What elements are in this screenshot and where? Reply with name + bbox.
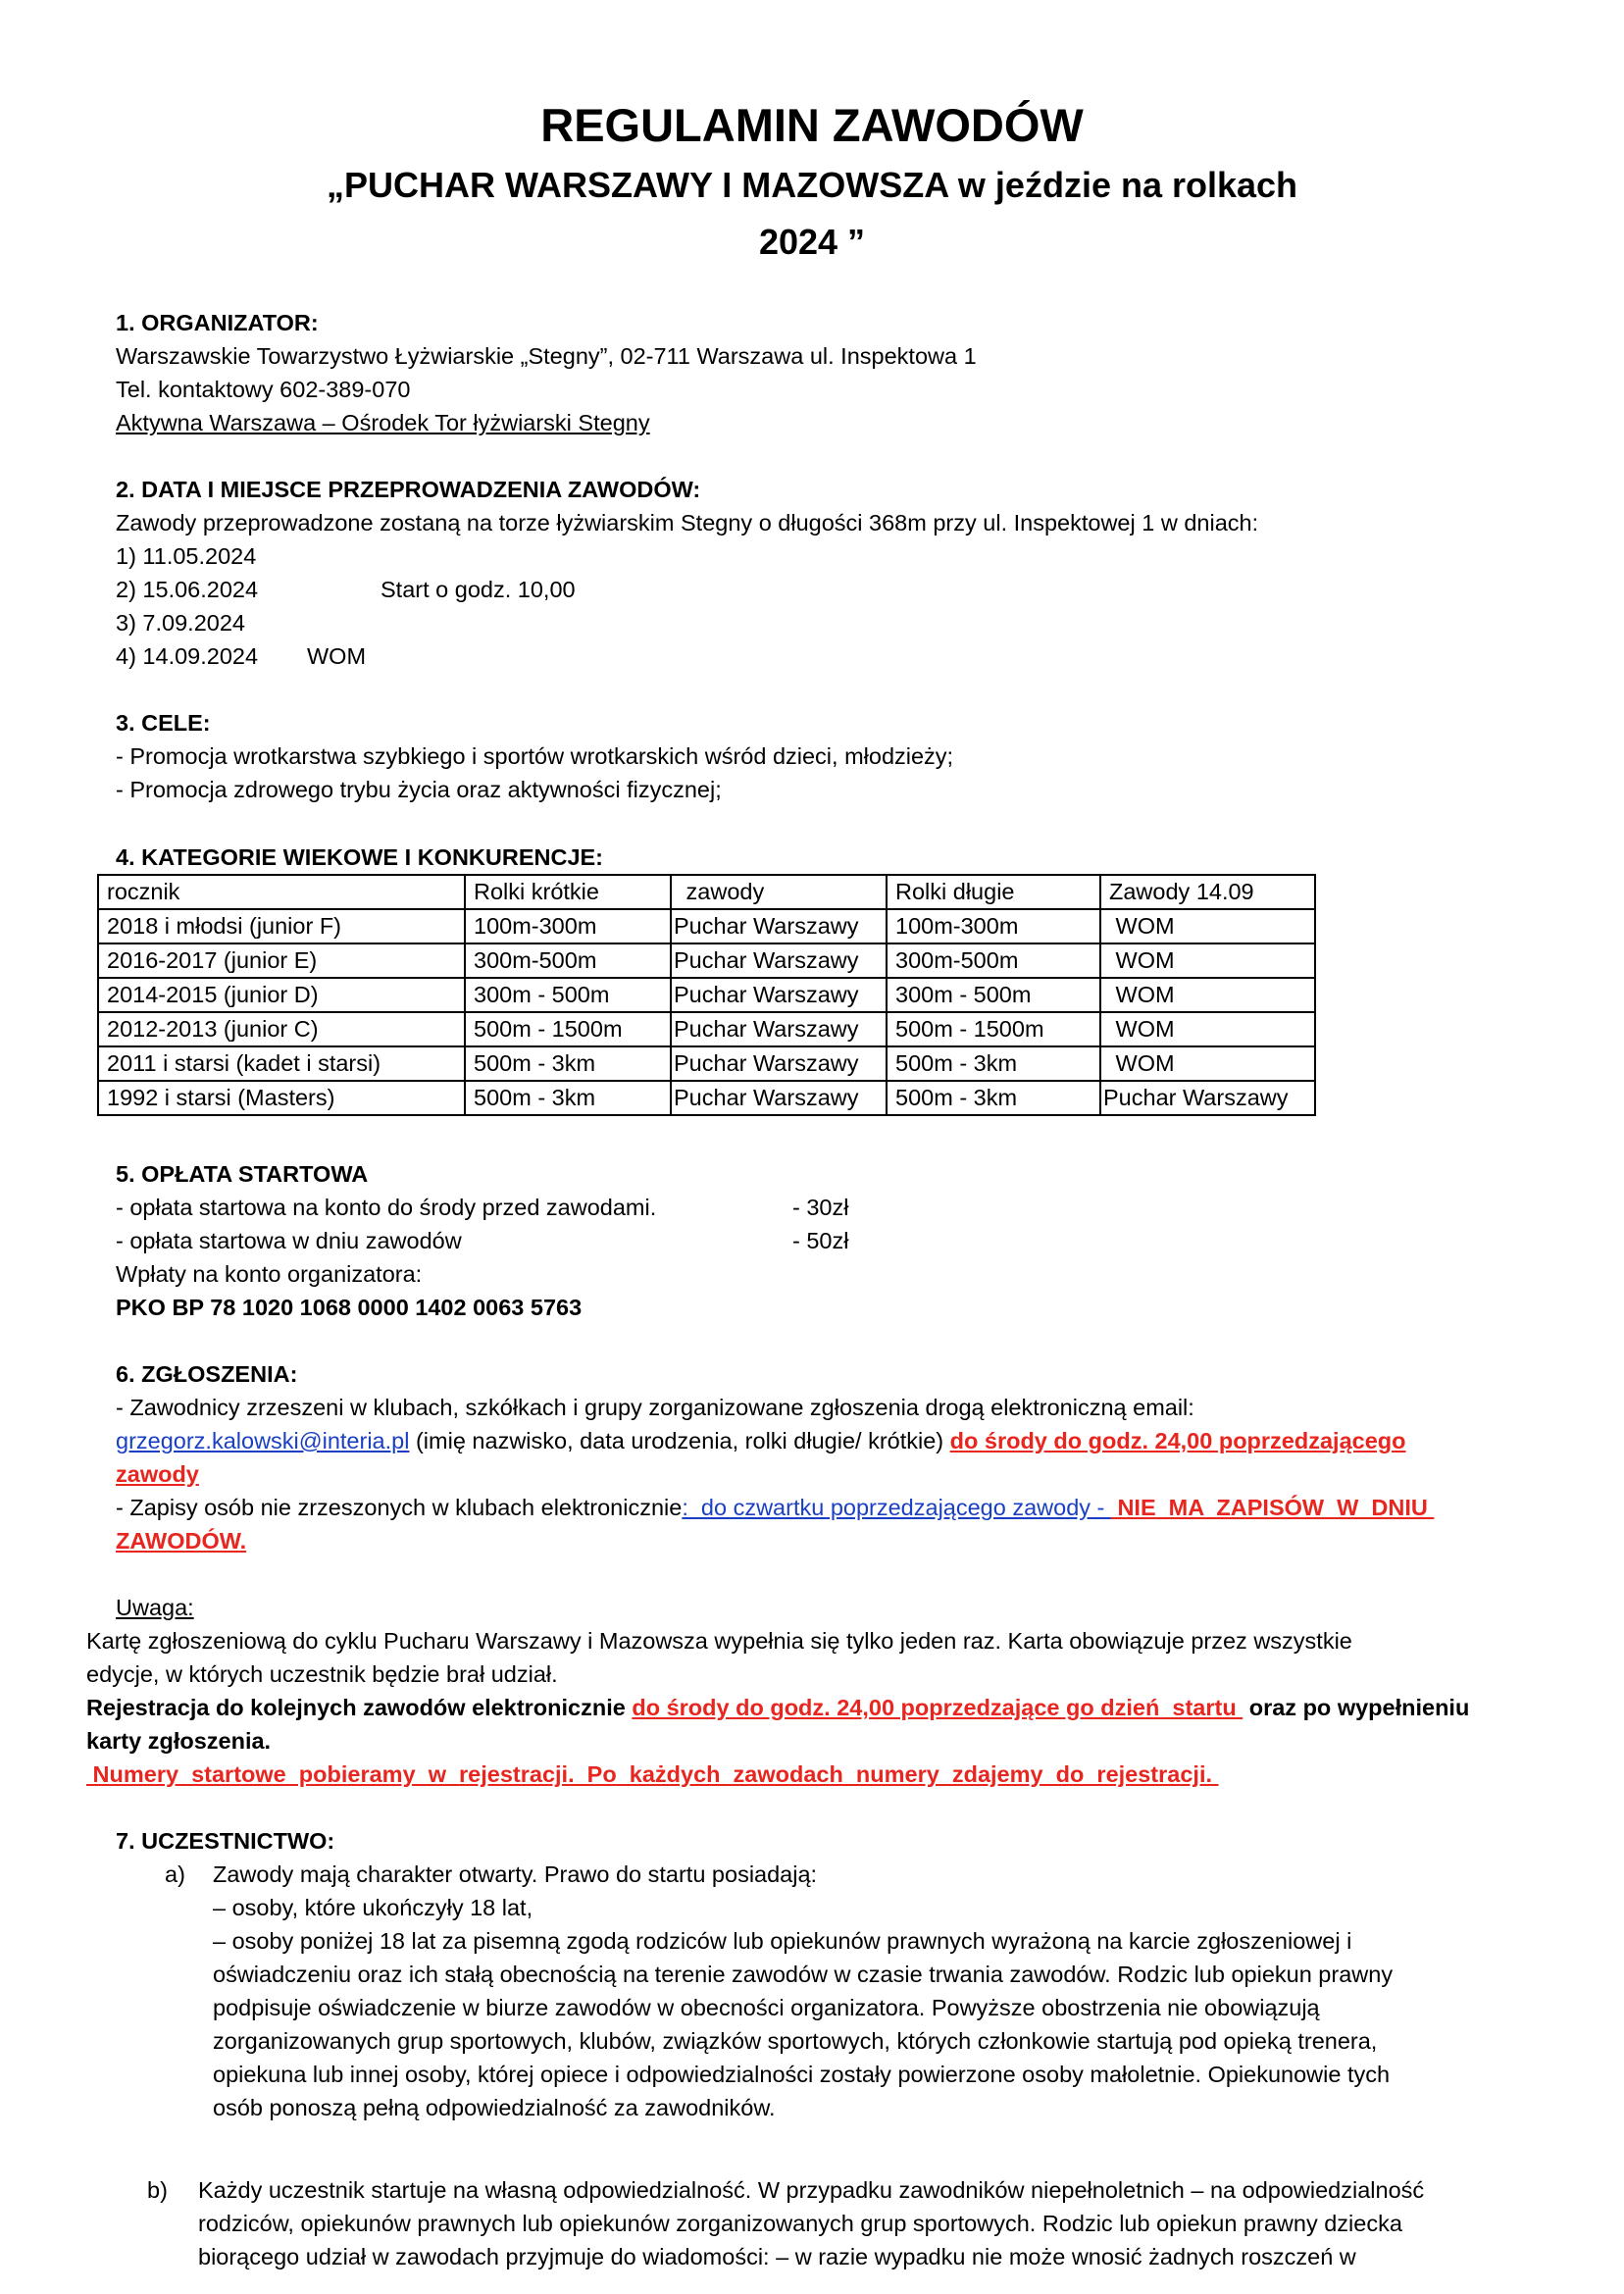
table-cell: 300m-500m	[465, 943, 671, 978]
fee-item: - opłata startowa w dniu zawodów	[116, 1228, 462, 1253]
table-cell: Puchar Warszawy	[671, 943, 887, 978]
table-row	[98, 1012, 1315, 1046]
registration-no-same-day: NIE MA ZAPISÓW W DNIU	[1110, 1495, 1435, 1520]
note-start-numbers: Numery startowe pobieramy w rejestracji. Po każdych zawodach numery zdajemy do rejestracji.	[86, 1761, 1219, 1787]
date-item: 3) 7.09.2024	[116, 610, 245, 636]
fee-amount: - 50zł	[792, 1228, 849, 1253]
registration-deadline: do środy do godz. 24,00 poprzedzającego	[949, 1428, 1406, 1453]
participation-a-text: – osoby, które ukończyły 18 lat,	[213, 1895, 533, 1920]
column-header: rocznik	[98, 875, 465, 909]
registration-individual-line	[116, 1491, 1434, 1524]
email-link[interactable]: grzegorz.kalowski@interia.pl	[116, 1428, 410, 1453]
table-cell: 2011 i starsi (kadet i starsi)	[98, 1046, 465, 1081]
note-registration-cont: karty zgłoszenia.	[86, 1728, 272, 1754]
table-row	[98, 909, 1315, 943]
date-item: 1) 11.05.2024	[116, 543, 257, 569]
goal-item: - Promocja wrotkarstwa szybkiego i sportów wrotkarskich wśród dzieci, młodzieży;	[116, 743, 954, 769]
note-heading: Uwaga:	[116, 1595, 194, 1620]
section-heading-goals: 3. CELE:	[116, 710, 211, 736]
organizer-address: Warszawskie Towarzystwo Łyżwiarskie „Stegny”, 02-711 Warszawa ul. Inspektowa 1	[116, 343, 977, 369]
participation-a-text: zorganizowanych grup sportowych, klubów, związków sportowych, których członkowie startują pod opieką trenera,	[213, 2028, 1378, 2054]
participation-a-text: – osoby poniżej 18 lat za pisemną zgodą rodziców lub opiekunów prawnych wyrażoną na karcie zgłoszeniowej i	[213, 1928, 1352, 1954]
section-heading-organizer: 1. ORGANIZATOR:	[116, 310, 319, 335]
table-cell: WOM	[1100, 1012, 1315, 1046]
participation-a-text: oświadczeniu oraz ich stałą obecnością na terenie zawodów w czasie trwania zawodów. Rodzic lub opiekun prawny	[213, 1962, 1394, 1987]
page-title: REGULAMIN ZAWODÓW	[540, 99, 1084, 151]
column-header: Rolki krótkie	[465, 875, 671, 909]
organizer-venue: Aktywna Warszawa – Ośrodek Tor łyżwiarski Stegny	[116, 410, 650, 435]
date-item-note: WOM	[307, 643, 367, 669]
section-heading-fee: 5. OPŁATA STARTOWA	[116, 1161, 369, 1187]
organizer-phone: Tel. kontaktowy 602-389-070	[116, 377, 411, 402]
section-heading-date-place: 2. DATA I MIEJSCE PRZEPROWADZENIA ZAWODÓW:	[116, 477, 701, 502]
date-place-intro: Zawody przeprowadzone zostaną na torze łyżwiarskim Stegny o długości 368m przy ul. Inspektowej 1 w dniach:	[116, 510, 1259, 535]
table-row	[98, 943, 1315, 978]
table-cell: WOM	[1100, 978, 1315, 1012]
participation-b-text: rodziców, opiekunów prawnych lub opiekunów zorganizowanych grup sportowych. Rodzic lub opiekun prawny dziecka	[198, 2211, 1402, 2236]
note-registration: Rejestracja do kolejnych zawodów elektronicznie	[86, 1695, 633, 1720]
table-cell: 300m-500m	[887, 943, 1100, 978]
registration-individual: - Zapisy osób nie zrzeszonych w klubach elektronicznie	[116, 1495, 683, 1520]
table-cell: 1992 i starsi (Masters)	[98, 1081, 465, 1115]
date-item: 2) 15.06.2024	[116, 577, 259, 602]
column-header: Rolki długie	[887, 875, 1100, 909]
section-heading-participation: 7. UCZESTNICTWO:	[116, 1828, 335, 1854]
date-item: 4) 14.09.2024	[116, 643, 259, 669]
table-cell: Puchar Warszawy	[671, 1012, 887, 1046]
table-cell: Puchar Warszawy	[1100, 1081, 1315, 1115]
table-cell: 2014-2015 (junior D)	[98, 978, 465, 1012]
table-cell: Puchar Warszawy	[671, 1081, 887, 1115]
column-header: Zawody 14.09	[1100, 875, 1315, 909]
table-cell: 500m - 3km	[465, 1081, 671, 1115]
table-cell: Puchar Warszawy	[671, 1046, 887, 1081]
table-cell: 500m - 3km	[465, 1046, 671, 1081]
table-cell: 100m-300m	[465, 909, 671, 943]
table-cell: 2018 i młodsi (junior F)	[98, 909, 465, 943]
table-cell: WOM	[1100, 909, 1315, 943]
section-heading-registration: 6. ZGŁOSZENIA:	[116, 1361, 298, 1387]
table-row	[98, 978, 1315, 1012]
registration-clubs: - Zawodnicy zrzeszeni w klubach, szkółkach i grupy zorganizowane zgłoszenia drogą elektroniczną email:	[116, 1395, 1194, 1420]
list-marker: a)	[165, 1861, 185, 1887]
list-marker: b)	[147, 2177, 168, 2203]
bank-account-number: PKO BP 78 1020 1068 0000 1402 0063 5763	[116, 1295, 583, 1320]
note-registration-end: oraz po wypełnieniu	[1243, 1695, 1470, 1720]
table-cell: 2016-2017 (junior E)	[98, 943, 465, 978]
table-cell: 500m - 3km	[887, 1046, 1100, 1081]
table-cell: 500m - 3km	[887, 1081, 1100, 1115]
registration-individual-deadline: : do czwartku poprzedzającego zawody -	[682, 1495, 1111, 1520]
table-cell: 300m - 500m	[465, 978, 671, 1012]
participation-b-text: biorącego udział w zawodach przyjmuje do wiadomości: – w razie wypadku nie może wnosić żadnych roszczeń w	[198, 2244, 1356, 2269]
registration-email-line	[116, 1424, 1406, 1457]
table-cell: Puchar Warszawy	[671, 909, 887, 943]
participation-a-text: opiekuna lub innej osoby, której opiece i odpowiedzialności zostały powierzone osoby małoletnie. Opiekunowie tych	[213, 2062, 1391, 2087]
table-cell: 300m - 500m	[887, 978, 1100, 1012]
registration-deadline-cont: zawody	[116, 1461, 199, 1487]
goal-item: - Promocja zdrowego trybu życia oraz aktywności fizycznej;	[116, 777, 722, 802]
fee-account-label: Wpłaty na konto organizatora:	[116, 1261, 423, 1287]
note-text: edycje, w których uczestnik będzie brał udział.	[86, 1661, 558, 1687]
table-header-row	[98, 875, 1315, 909]
table-cell: 100m-300m	[887, 909, 1100, 943]
start-time-note: Start o godz. 10,00	[381, 577, 576, 602]
participation-a-text: podpisuje oświadczenie w biurze zawodów w obecności organizatora. Powyższe obostrzenia nie obowiązują	[213, 1995, 1320, 2020]
table-cell: Puchar Warszawy	[671, 978, 887, 1012]
table-cell: 2012-2013 (junior C)	[98, 1012, 465, 1046]
participation-b-text: Każdy uczestnik startuje na własną odpowiedzialność. W przypadku zawodników niepełnoletnich – na odpowiedzialność	[198, 2177, 1425, 2203]
note-text: Kartę zgłoszeniową do cyklu Pucharu Warszawy i Mazowsza wypełnia się tylko jeden raz. Karta obowiązuje przez wszystkie	[86, 1628, 1352, 1654]
table-cell: 500m - 1500m	[465, 1012, 671, 1046]
page-subtitle: „PUCHAR WARSZAWY I MAZOWSZA w jeździe na rolkach	[326, 165, 1298, 205]
categories-table	[97, 874, 1316, 1116]
table-row	[98, 1046, 1315, 1081]
section-heading-categories: 4. KATEGORIE WIEKOWE I KONKURENCJE:	[116, 844, 604, 870]
fee-item: - opłata startowa na konto do środy przed zawodami.	[116, 1195, 657, 1220]
note-registration-line	[86, 1691, 1469, 1724]
participation-a-text: osób ponoszą pełną odpowiedzialność za zawodników.	[213, 2095, 776, 2120]
registration-no-same-day-cont: ZAWODÓW.	[116, 1528, 247, 1554]
registration-fields: (imię nazwisko, data urodzenia, rolki długie/ krótkie)	[409, 1428, 950, 1453]
table-cell: WOM	[1100, 1046, 1315, 1081]
table-cell: 500m - 1500m	[887, 1012, 1100, 1046]
column-header: zawody	[671, 875, 887, 909]
fee-amount: - 30zł	[792, 1195, 849, 1220]
table-row	[98, 1081, 1315, 1115]
participation-a-text: Zawody mają charakter otwarty. Prawo do startu posiadają:	[213, 1861, 818, 1887]
table-cell: WOM	[1100, 943, 1315, 978]
page-subtitle-year: 2024 ”	[758, 222, 866, 262]
note-registration-deadline: do środy do godz. 24,00 poprzedzające go dzień startu	[632, 1695, 1243, 1720]
